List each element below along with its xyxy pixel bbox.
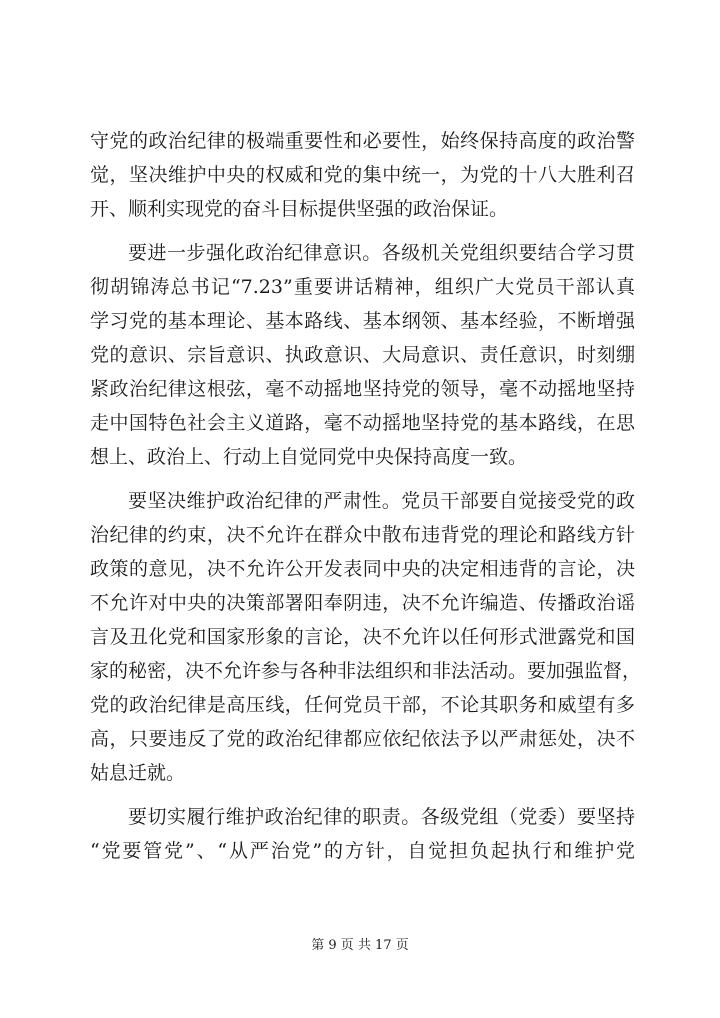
text-line: “党要管党”、“从严治党”的方针，自觉担负起执行和维护党 — [90, 840, 635, 862]
text-line: 姑息迁就。 — [90, 762, 186, 784]
text-line: 政策的意见，决不允许公开发表同中央的决定相违背的言论，决 — [90, 558, 635, 580]
text-line: 紧政治纪律这根弦，毫不动摇地坚持党的领导，毫不动摇地坚持 — [90, 378, 635, 400]
text-line: 觉，坚决维护中央的权威和党的集中统一，为党的十八大胜利召 — [90, 164, 635, 186]
page-number: 第 9 页 共 17 页 — [311, 938, 409, 953]
text-line: 党的政治纪律是高压线，任何党员干部，不论其职务和威望有多 — [90, 694, 635, 716]
paragraph-first-line: 要进一步强化政治纪律意识。各级机关党组织要结合学习贯 — [128, 242, 635, 264]
text-line: 彻胡锦涛总书记“7.23”重要讲话精神，组织广大党员干部认真 — [90, 276, 635, 298]
text-line: 不允许对中央的决策部署阳奉阴违，决不允许编造、传播政治谣 — [90, 592, 635, 614]
text-line: 言及丑化党和国家形象的言论，决不允许以任何形式泄露党和国 — [90, 626, 635, 648]
text-line: 守党的政治纪律的极端重要性和必要性，始终保持高度的政治警 — [90, 130, 635, 152]
paragraph-first-line: 要坚决维护政治纪律的严肃性。党员干部要自觉接受党的政 — [128, 490, 635, 512]
text-line: 治纪律的约束，决不允许在群众中散布违背党的理论和路线方针 — [90, 524, 635, 546]
text-line: 党的意识、宗旨意识、执政意识、大局意识、责任意识，时刻绷 — [90, 344, 635, 366]
text-line: 开、顺利实现党的奋斗目标提供坚强的政治保证。 — [90, 198, 509, 220]
text-line: 走中国特色社会主义道路，毫不动摇地坚持党的基本路线，在思 — [90, 412, 635, 434]
text-line: 高，只要违反了党的政治纪律都应依纪依法予以严肃惩处，决不 — [90, 728, 635, 750]
text-line: 家的秘密，决不允许参与各种非法组织和非法活动。要加强监督， — [90, 660, 642, 682]
text-line: 想上、政治上、行动上自觉同党中央保持高度一致。 — [90, 446, 528, 468]
paragraph-first-line: 要切实履行维护政治纪律的职责。各级党组（党委）要坚持 — [128, 806, 635, 828]
text-line: 学习党的基本理论、基本路线、基本纲领、基本经验，不断增强 — [90, 310, 635, 332]
